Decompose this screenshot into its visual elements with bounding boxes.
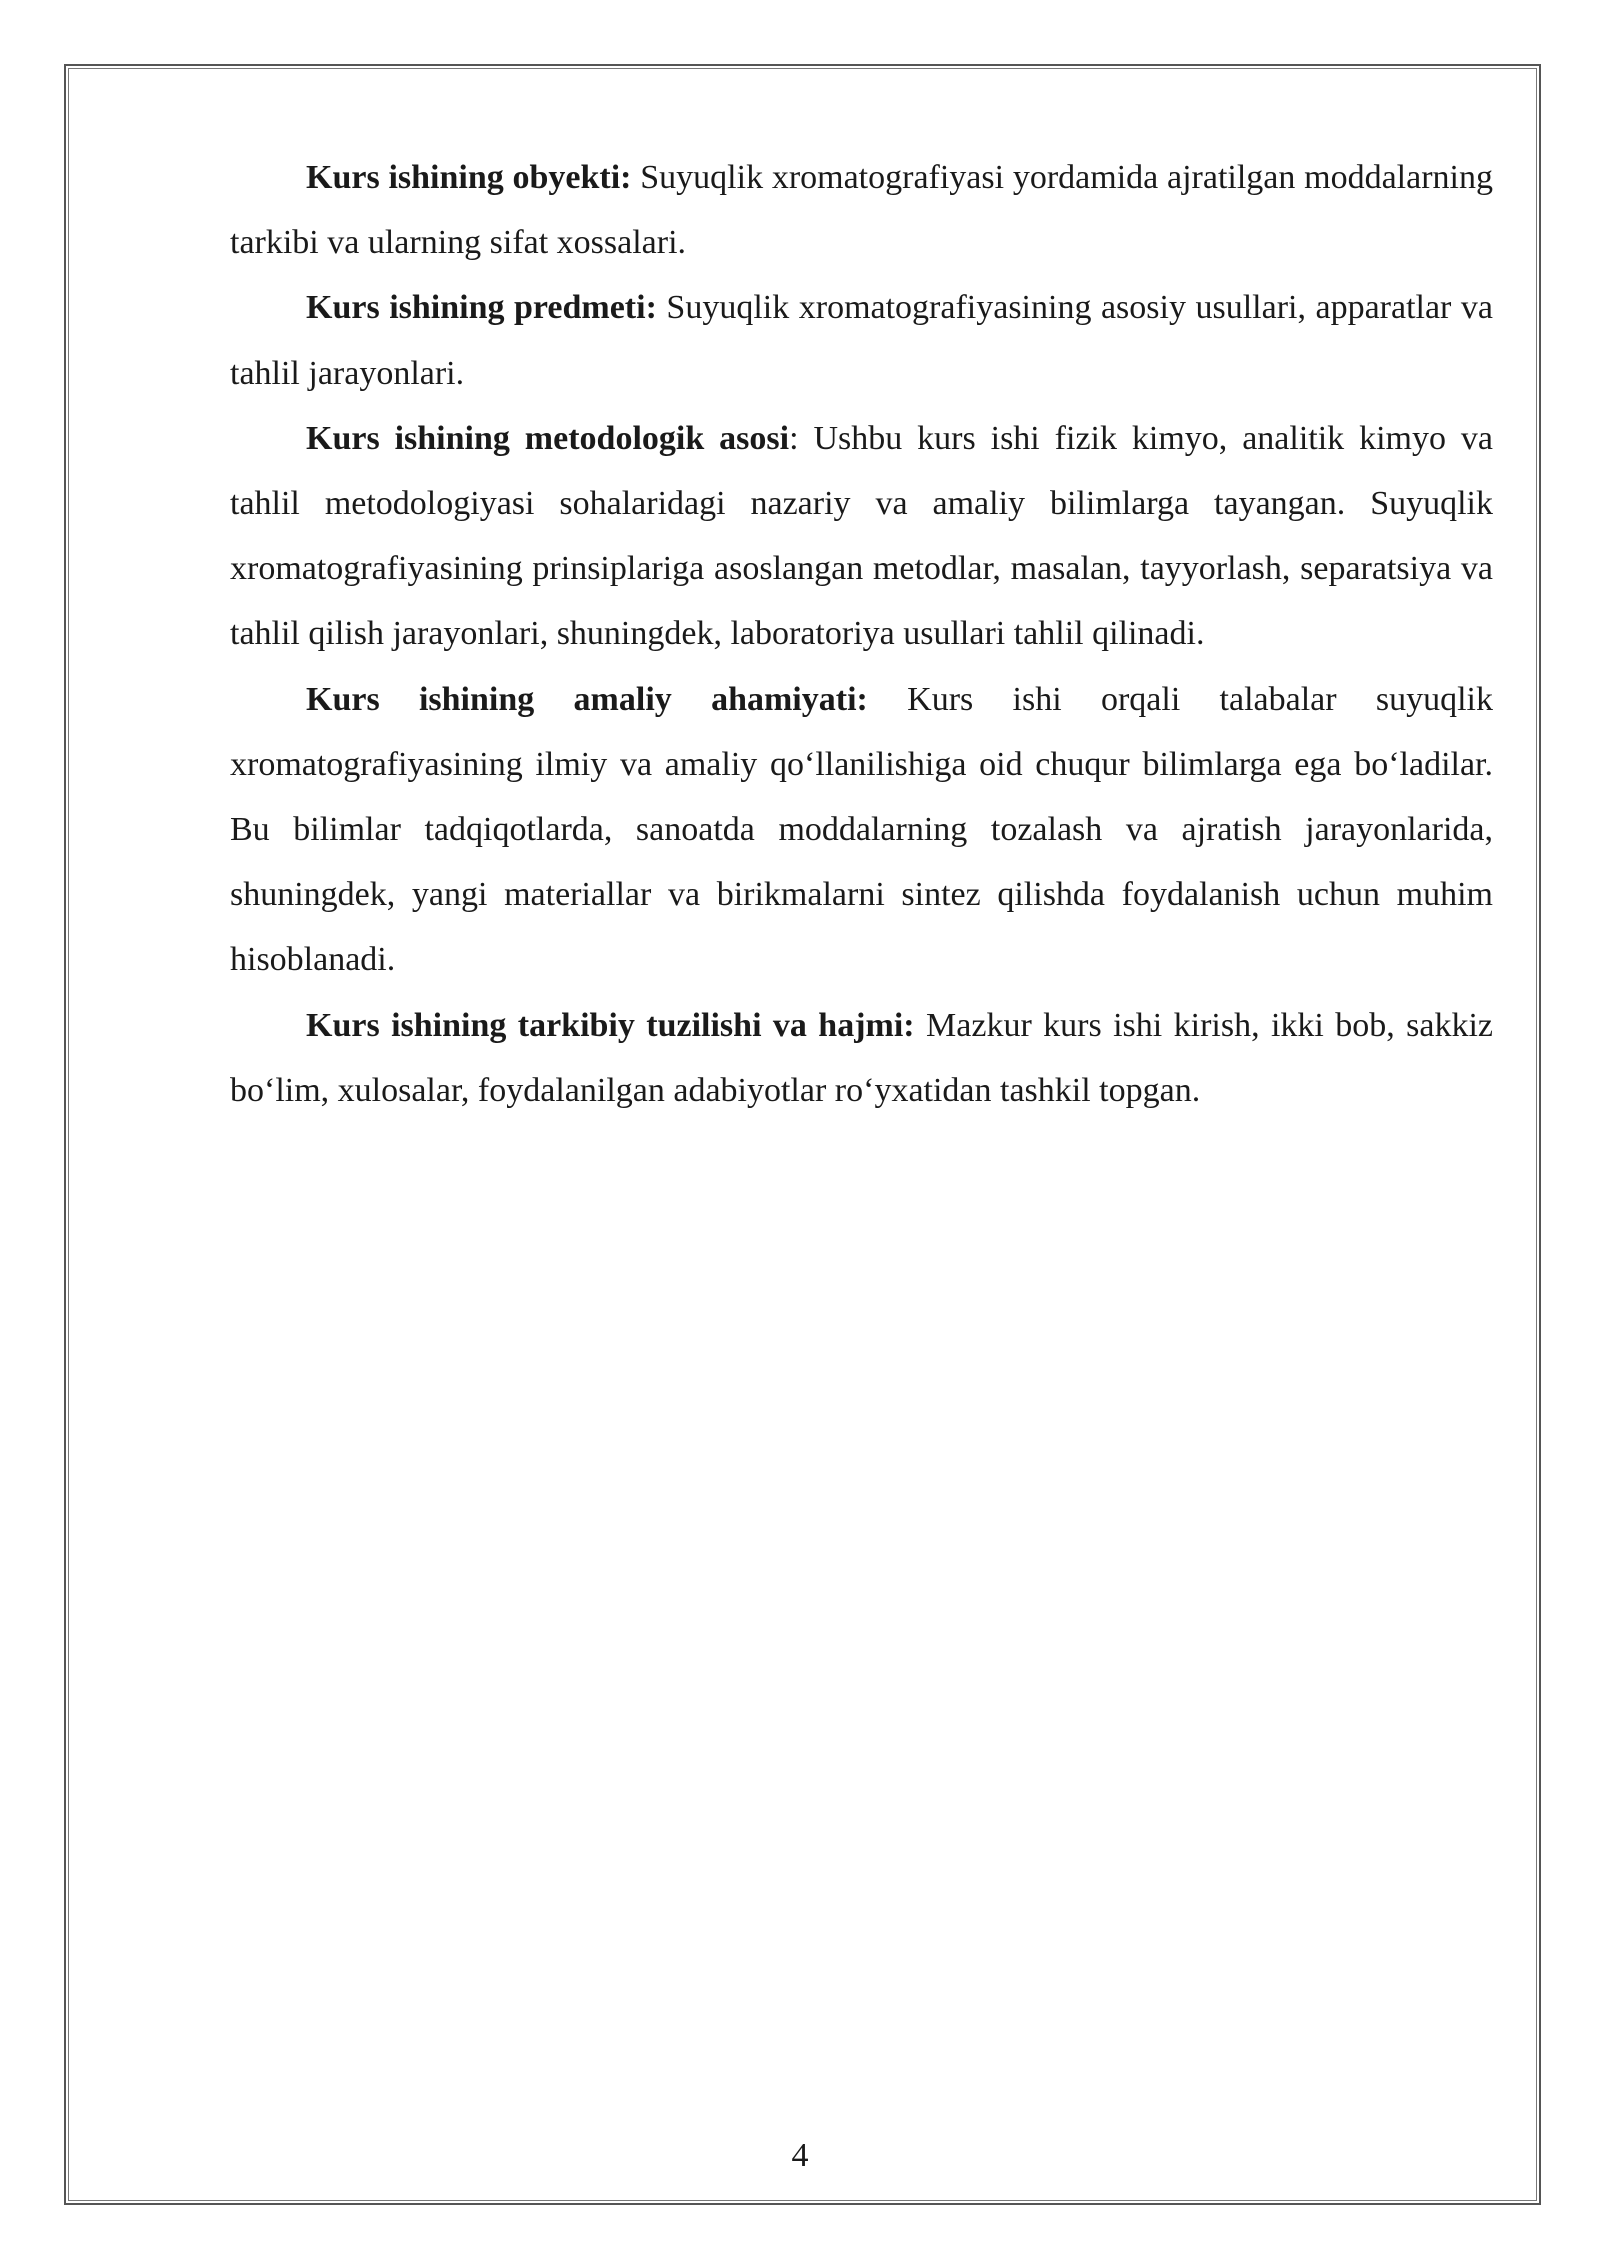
paragraph-object <box>230 145 1493 275</box>
paragraph-subject <box>230 275 1493 405</box>
paragraph-methodology <box>230 406 1493 667</box>
paragraph-methodology-text: : Ushbu kurs ishi fizik kimyo, analitik kimyo va tahlil metodologiyasi sohalaridagi nazariy va amaliy bilimlarga tayangan. Suyuqlik xromatografiyasining prinsiplariga asoslangan metodlar, masalan, tayyorlash, separatsiya va tahlil qilish jarayonlari, shuningdek, laboratoriya usullari tahlil qilinadi. <box>230 419 1493 653</box>
paragraph-structure <box>230 993 1493 1123</box>
page-number: 4 <box>791 2137 809 2174</box>
paragraph-subject-heading: Kurs ishining predmeti: <box>306 289 657 327</box>
paragraph-practical-significance-heading: Kurs ishining amaliy ahamiyati: <box>306 680 868 718</box>
document-body <box>230 145 1493 1123</box>
paragraph-practical-significance <box>230 667 1493 993</box>
paragraph-structure-text: Mazkur kurs ishi kirish, ikki bob, sakkiz bo‘lim, xulosalar, foydalanilgan adabiyotlar ro‘yxatidan tashkil topgan. <box>230 1006 1493 1109</box>
paragraph-object-text: Suyuqlik xromatografiyasi yordamida ajratilgan moddalarning tarkibi va ularning sifat xossalari. <box>230 159 1493 262</box>
paragraph-subject-text: Suyuqlik xromatografiyasining asosiy usullari, apparatlar va tahlil jarayonlari. <box>230 289 1493 392</box>
paragraph-structure-heading: Kurs ishining tarkibiy tuzilishi va hajmi: <box>306 1006 915 1044</box>
paragraph-object-heading: Kurs ishining obyekti: <box>306 159 632 196</box>
paragraph-methodology-heading: Kurs ishining metodologik asosi <box>306 419 790 457</box>
paragraph-practical-significance-text: Kurs ishi orqali talabalar suyuqlik xromatografiyasining ilmiy va amaliy qo‘llanilishiga oid chuqur bilimlarga ega bo‘ladilar. Bu bilimlar tadqiqotlarda, sanoatda moddalarning tozalash va ajratish jarayonlarida, shuningdek, yangi materiallar va birikmalarni sintez qilishda foydalanish uchun muhim hisoblanadi. <box>230 680 1493 979</box>
